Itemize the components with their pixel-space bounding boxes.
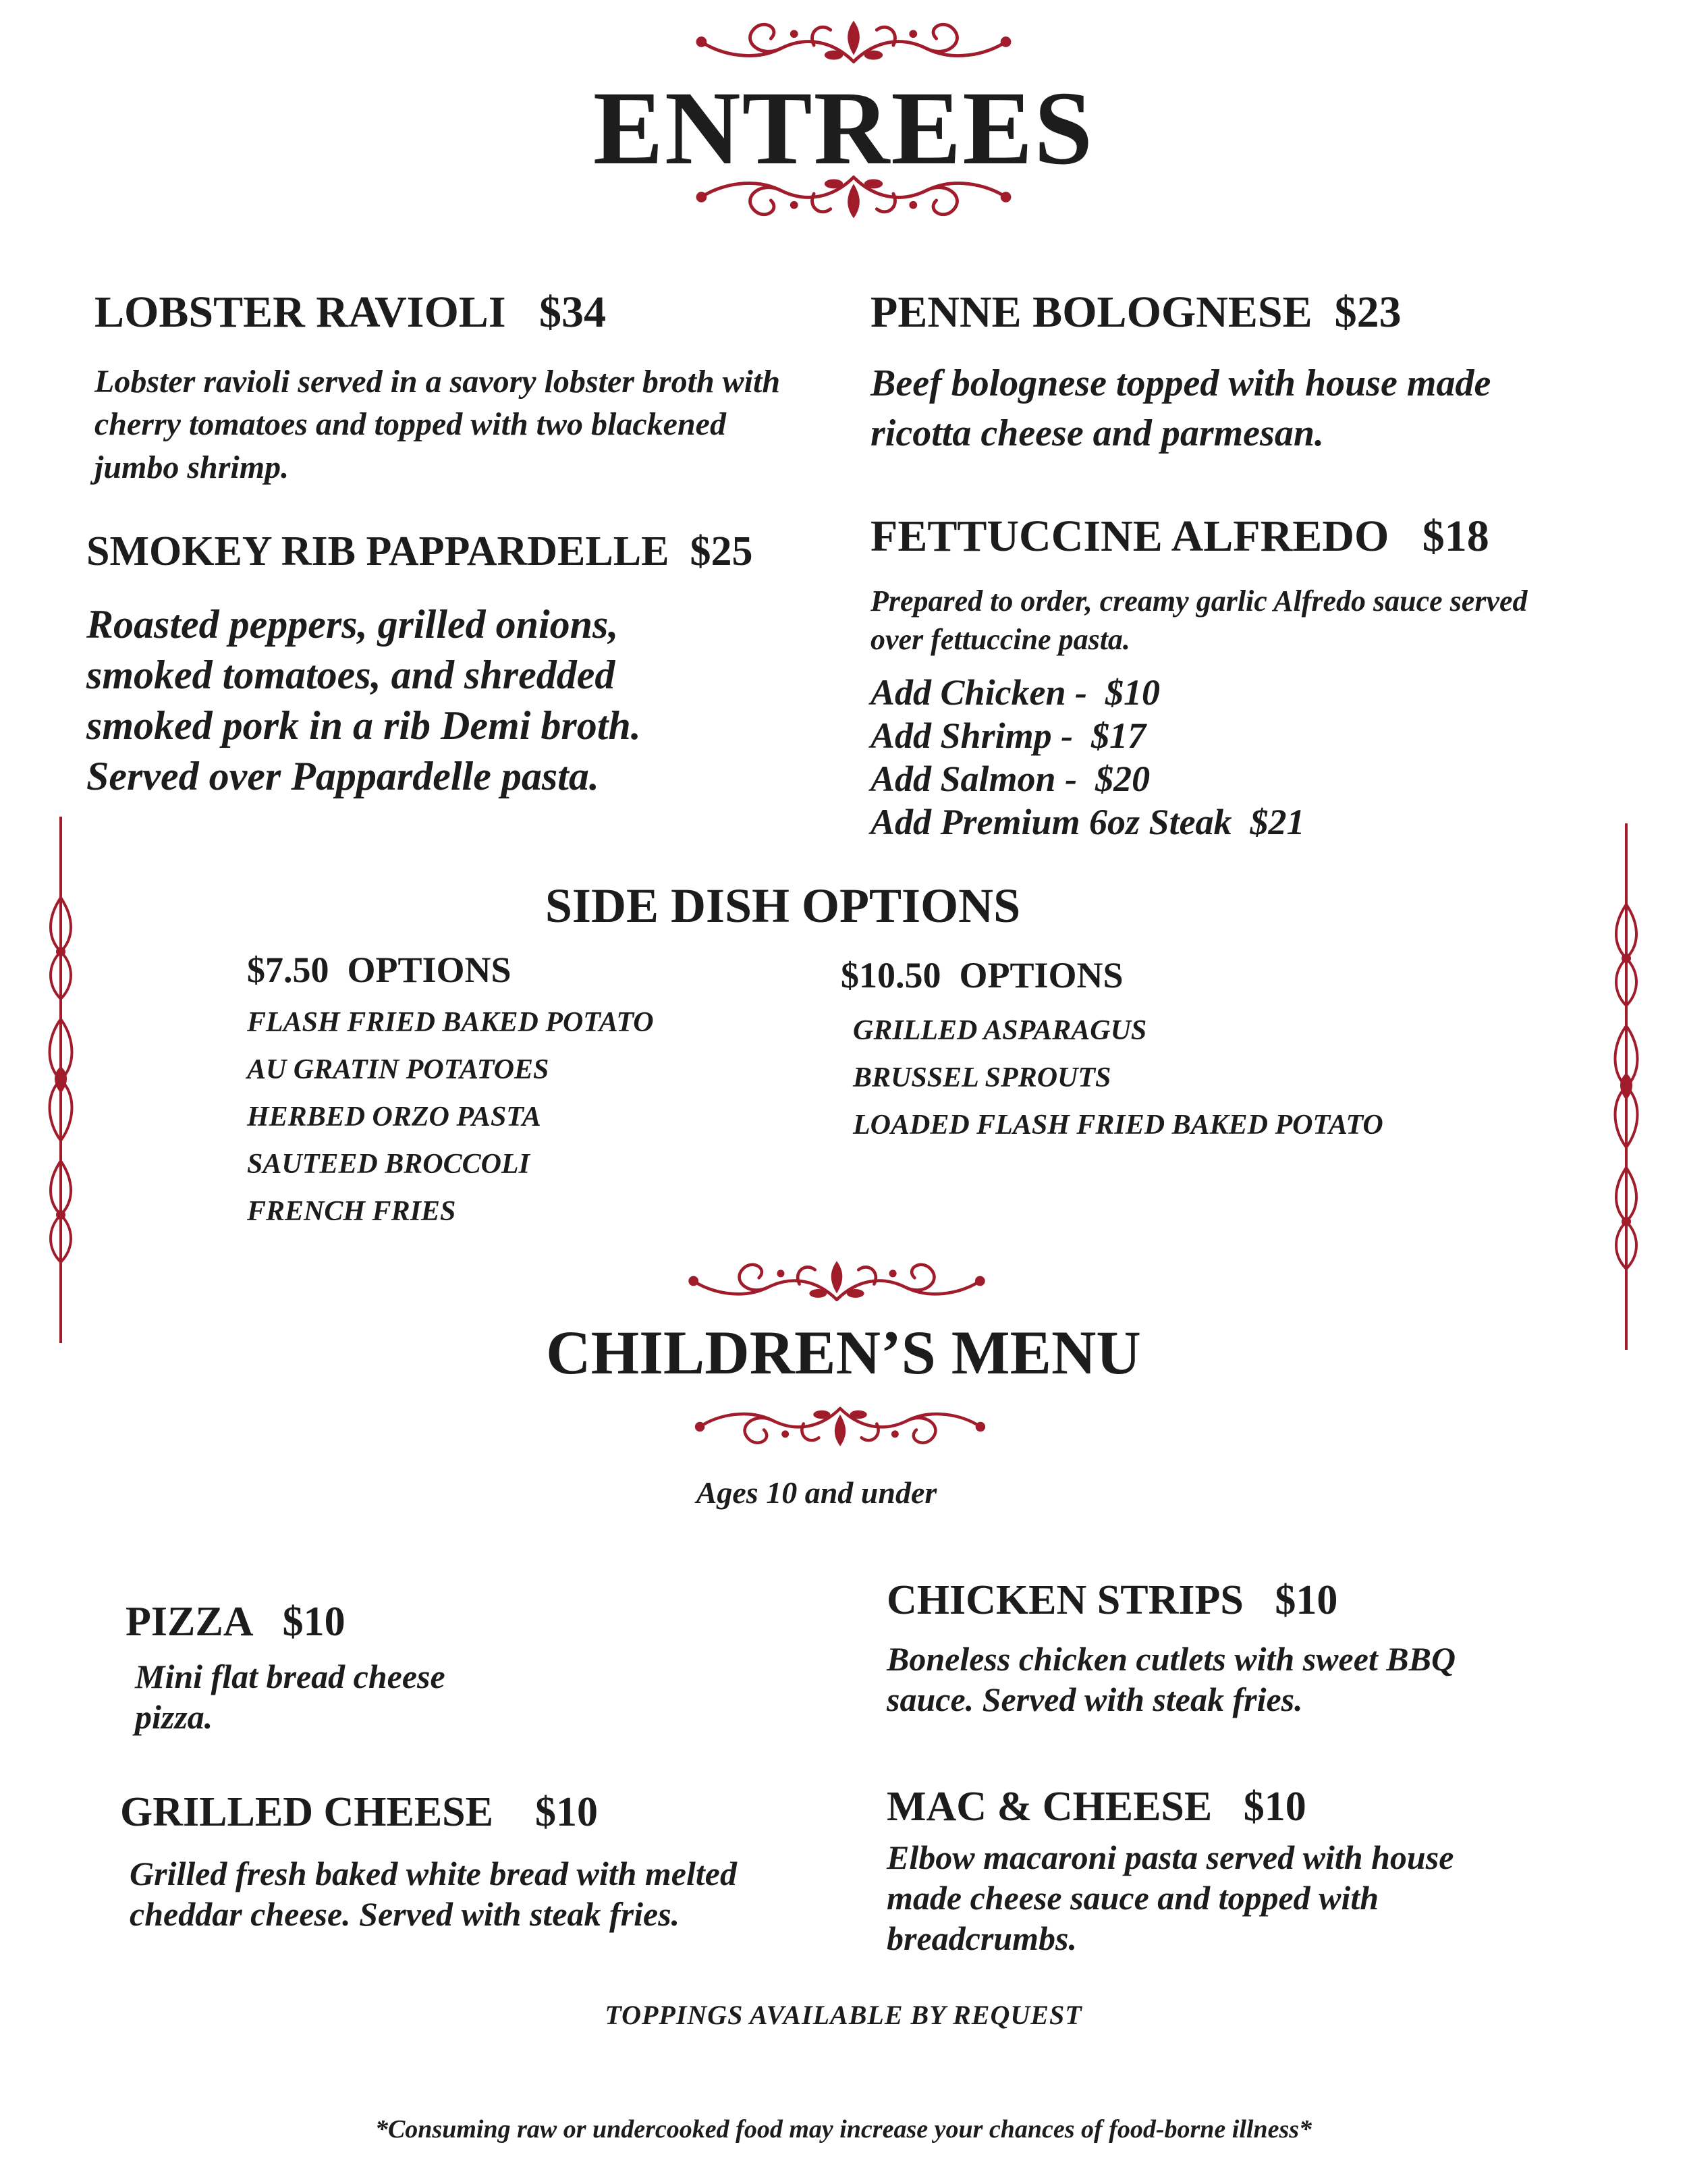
entrees-top-flourish <box>682 15 1026 69</box>
menu-item-fettuccine-alfredo <box>870 514 1647 844</box>
addon-item: Add Shrimp - $17 <box>870 715 1146 757</box>
item-name: FETTUCCINE ALFREDO <box>870 512 1389 561</box>
item-name: LOBSTER RAVIOLI <box>94 288 506 337</box>
item-name: PIZZA <box>126 1599 252 1645</box>
children-top-flourish <box>675 1255 999 1307</box>
menu-item-lobster-ravioli <box>94 290 823 489</box>
item-description: Grilled fresh baked white bread with melted cheddar cheese. Served with steak fries. <box>130 1855 737 1933</box>
side-item: AU GRATIN POTATOES <box>247 1054 549 1085</box>
side-list <box>841 1007 1516 1149</box>
side-group-1050 <box>841 957 1516 1149</box>
item-name: GRILLED CHEESE <box>120 1789 494 1835</box>
item-description: Mini flat bread cheese pizza. <box>135 1658 445 1736</box>
side-dish-title: SIDE DISH OPTIONS <box>545 879 1021 933</box>
menu-item-penne-bolognese <box>870 290 1613 459</box>
item-description: Beef bolognese topped with house made ricotta cheese and parmesan. <box>870 362 1491 454</box>
side-group-heading: $7.50 OPTIONS <box>247 950 511 990</box>
addon-item: Add Premium 6oz Steak $21 <box>870 802 1305 843</box>
item-price: $18 <box>1422 512 1489 561</box>
item-price: $10 <box>535 1789 599 1835</box>
children-title: CHILDREN’S MENU <box>546 1318 1141 1387</box>
menu-item-chicken-strips <box>887 1579 1629 1720</box>
addon-item: Add Chicken - $10 <box>870 672 1161 713</box>
entrees-bottom-flourish <box>682 170 1026 224</box>
children-bottom-flourish <box>682 1401 999 1452</box>
side-item: HERBED ORZO PASTA <box>247 1101 541 1132</box>
toppings-note: TOPPINGS AVAILABLE BY REQUEST <box>605 2000 1082 2030</box>
item-description: Prepared to order, creamy garlic Alfredo sauce served over fettuccine pasta. <box>870 584 1528 657</box>
item-name: SMOKEY RIB PAPPARDELLE <box>86 528 669 574</box>
addon-item: Add Salmon - $20 <box>870 759 1151 800</box>
item-description: Boneless chicken cutlets with sweet BBQ sauce. Served with steak fries. <box>887 1640 1456 1718</box>
item-price: $10 <box>1243 1784 1306 1830</box>
item-description: Roasted peppers, grilled onions, smoked tomatoes, and shredded smoked pork in a rib Demi broth. Served over Pappardelle pasta. <box>86 602 641 798</box>
side-item: BRUSSEL SPROUTS <box>853 1062 1111 1093</box>
right-vertical-ornament <box>1613 823 1640 1350</box>
side-item: FLASH FRIED BAKED POTATO <box>247 1007 654 1038</box>
addon-list <box>870 671 1647 844</box>
item-description: Lobster ravioli served in a savory lobster broth with cherry tomatoes and topped with two blackened jumbo shrimp. <box>94 364 781 485</box>
entrees-title: ENTREES <box>592 70 1095 186</box>
item-name: PENNE BOLOGNESE <box>870 288 1312 337</box>
item-price: $10 <box>282 1599 345 1645</box>
menu-item-mac-and-cheese <box>887 1786 1629 1959</box>
side-group-heading: $10.50 OPTIONS <box>841 955 1124 995</box>
item-price: $10 <box>1275 1577 1338 1623</box>
menu-item-pizza <box>126 1601 598 1737</box>
item-price: $34 <box>539 288 607 337</box>
item-name: CHICKEN STRIPS <box>887 1577 1244 1623</box>
side-item: FRENCH FRIES <box>247 1196 456 1227</box>
side-item: SAUTEED BROCCOLI <box>247 1149 530 1180</box>
item-price: $25 <box>690 528 753 574</box>
menu-item-grilled-cheese <box>120 1791 862 1934</box>
side-item: LOADED FLASH FRIED BAKED POTATO <box>853 1110 1383 1141</box>
food-safety-disclaimer: *Consuming raw or undercooked food may increase your chances of food-borne illness* <box>375 2115 1312 2144</box>
children-subtitle: Ages 10 and under <box>696 1475 937 1510</box>
menu-item-smokey-rib-pappardelle <box>86 530 856 802</box>
item-name: MAC & CHEESE <box>887 1784 1213 1830</box>
side-item: GRILLED ASPARAGUS <box>853 1015 1147 1046</box>
item-description: Elbow macaroni pasta served with house made cheese sauce and topped with breadcrumbs. <box>887 1838 1454 1957</box>
item-price: $23 <box>1334 288 1402 337</box>
side-group-750 <box>247 952 854 1235</box>
side-list <box>247 999 854 1235</box>
